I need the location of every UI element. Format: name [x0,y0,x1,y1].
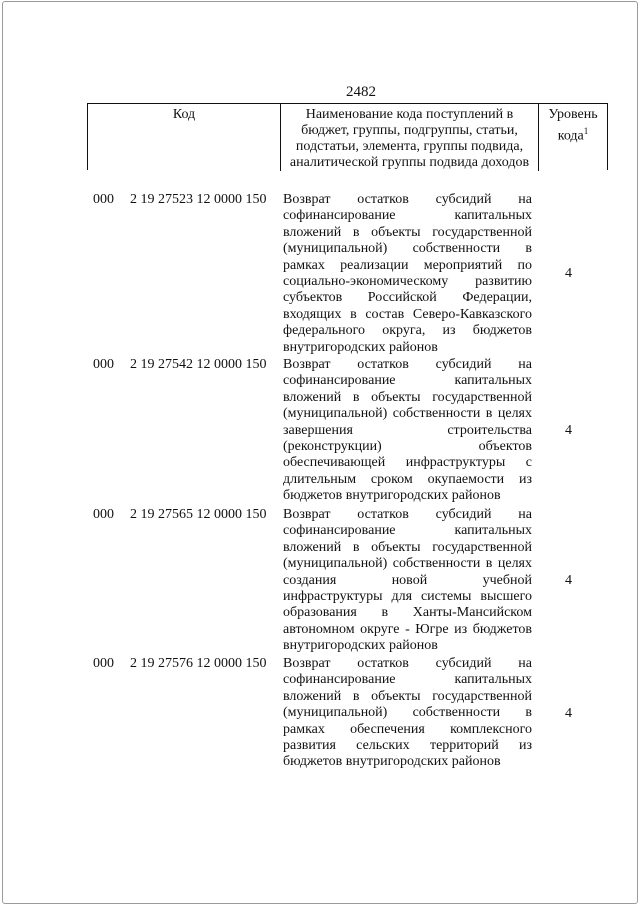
header-name-line: подстатьи, элемента, группы подвида, [295,139,524,154]
description-line: рамках обеспечения комплексного [283,721,532,737]
description-line: Возврат остатков субсидий на [283,507,532,522]
header-name-line: бюджет, группы, подгруппы, статьи, [301,123,518,138]
description-line: автономном округе - Югре из бюджетов [283,621,532,637]
description-line: образования в Ханты-Мансийском [283,605,532,621]
description-line: софинансирование капитальных [283,672,532,688]
income-description [283,656,532,771]
header-level-column [539,104,607,171]
description-line: рамках реализации мероприятий по [283,257,532,273]
description-line: федерального округа, из бюджетов [283,323,532,339]
description-line: развития сельских территорий из [283,737,532,753]
description-line: завершения строительства [283,422,532,438]
description-line: (реконструкции) объектов [283,438,532,454]
admin-code: 000 [93,656,114,671]
description-line: (муниципальной) собственности в целях [283,406,532,422]
description-line: вложений в объекты государственной [283,224,532,240]
description-line: бюджетов внутригородских районов [283,488,501,504]
admin-code: 000 [93,507,114,522]
description-line: инфраструктуры для системы высшего [283,588,532,604]
table-header [87,103,608,170]
income-code: 2 19 27565 12 0000 150 [130,507,267,522]
income-code: 2 19 27542 12 0000 150 [130,357,267,372]
header-level-footnote: 1 [583,126,589,136]
description-line: внутригородских районов [283,339,438,355]
admin-code: 000 [93,192,114,207]
income-description [283,357,532,505]
page-number: 2482 [346,84,376,100]
code-level: 4 [565,573,572,588]
description-line: вложений в объекты государственной [283,389,532,405]
description-line: (муниципальной) собственности в [283,705,532,721]
description-line: (муниципальной) собственности в целях [283,556,532,572]
income-code: 2 19 27576 12 0000 150 [130,656,267,671]
description-line: (муниципальной) собственности в [283,241,532,257]
description-line: бюджетов внутригородских районов [283,754,501,770]
code-level: 4 [565,423,572,438]
description-line: Возврат остатков субсидий на [283,656,532,671]
description-line: создания новой учебной [283,572,532,588]
admin-code: 000 [93,357,114,372]
header-name-column [281,104,539,171]
description-line: вложений в объекты государственной [283,688,532,704]
header-name-line: аналитической группы подвида доходов [289,155,530,170]
income-description [283,192,532,356]
description-line: обеспечивающей инфраструктуры с [283,455,532,471]
header-level-line2: кода [557,128,584,144]
description-line: входящих в состав Северо-Кавказского [283,306,532,322]
description-line: софинансирование капитальных [283,373,532,389]
description-line: вложений в объекты государственной [283,539,532,555]
header-name-line: Наименование кода поступлений в [305,107,514,122]
description-line: субъектов Российской Федерации, [283,290,532,306]
code-level: 4 [565,706,572,721]
description-line: внутригородских районов [283,638,438,654]
code-level: 4 [565,266,572,281]
description-line: Возврат остатков субсидий на [283,357,532,372]
description-line: социально-экономическому развитию [283,273,532,289]
header-level-line1: Уровень [548,107,598,122]
header-code-label: Код [172,107,196,122]
description-line: Возврат остатков субсидий на [283,192,532,207]
income-description [283,507,532,655]
description-line: софинансирование капитальных [283,523,532,539]
description-line: длительным сроком окупаемости из [283,471,532,487]
description-line: софинансирование капитальных [283,208,532,224]
income-code: 2 19 27523 12 0000 150 [130,192,267,207]
header-code-column [88,104,281,171]
